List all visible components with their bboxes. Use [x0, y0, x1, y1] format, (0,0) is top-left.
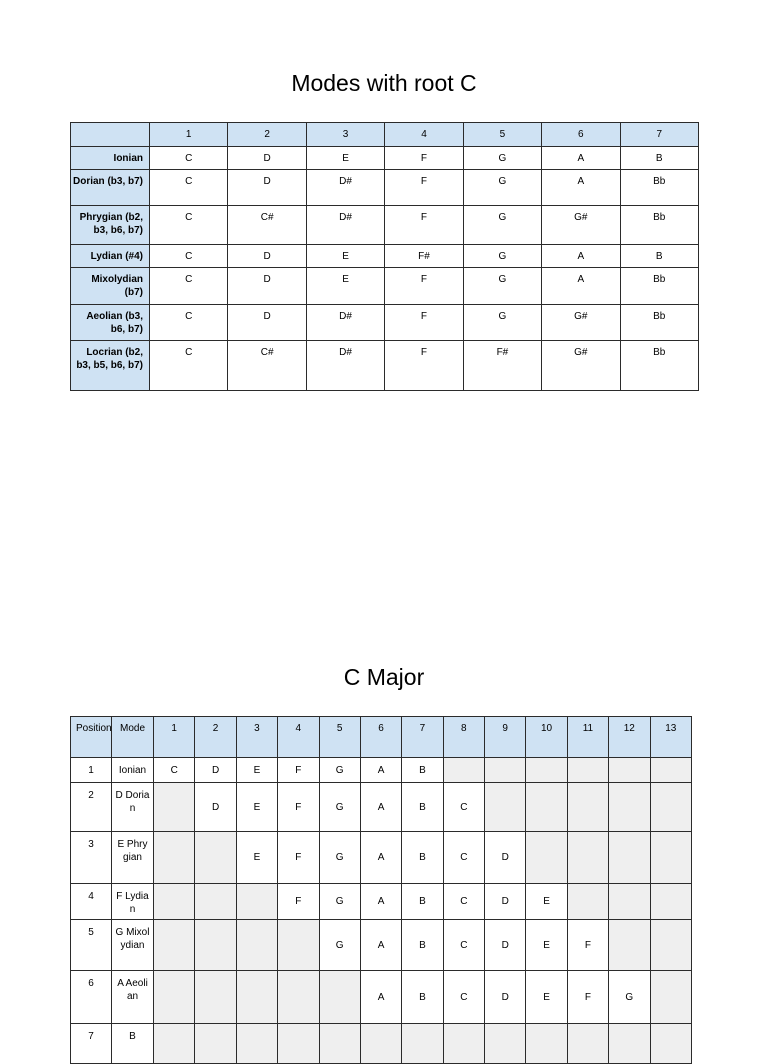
modes-header-row: [71, 123, 699, 147]
mode-name: Ionian: [112, 758, 154, 783]
mode-name: E Phrygian: [112, 832, 154, 884]
note-cell: C: [443, 832, 484, 884]
empty-cell: [319, 971, 360, 1024]
note-cell: B: [402, 832, 443, 884]
degree-header: 1: [150, 123, 228, 147]
column-header: 12: [609, 717, 650, 758]
note-cell: F: [385, 305, 463, 341]
empty-cell: [236, 884, 277, 920]
note-cell: G: [463, 245, 541, 268]
column-header: 1: [154, 717, 195, 758]
note-cell: F#: [463, 341, 541, 391]
position-number: 7: [71, 1024, 112, 1064]
note-cell: D: [228, 170, 306, 206]
column-header: 8: [443, 717, 484, 758]
note-cell: B: [402, 971, 443, 1024]
note-cell: Bb: [620, 268, 698, 305]
note-cell: C: [154, 758, 195, 783]
empty-cell: [195, 971, 236, 1024]
note-cell: E: [306, 147, 384, 170]
empty-cell: [650, 832, 692, 884]
note-cell: G: [319, 783, 360, 832]
note-cell: B: [402, 920, 443, 971]
empty-cell: [650, 971, 692, 1024]
note-cell: E: [306, 245, 384, 268]
note-cell: A: [542, 147, 620, 170]
empty-cell: [609, 783, 650, 832]
note-cell: E: [526, 920, 567, 971]
note-cell: G: [463, 305, 541, 341]
empty-cell: [443, 758, 484, 783]
note-cell: B: [402, 783, 443, 832]
modes-title: Modes with root C: [291, 70, 477, 96]
position-number: 4: [71, 884, 112, 920]
note-cell: C: [443, 920, 484, 971]
column-header: 11: [567, 717, 608, 758]
position-row: [71, 832, 692, 884]
note-cell: F#: [385, 245, 463, 268]
column-header: 6: [360, 717, 401, 758]
note-cell: E: [526, 884, 567, 920]
note-cell: C: [150, 245, 228, 268]
empty-cell: [278, 1024, 319, 1064]
column-header: 7: [402, 717, 443, 758]
column-header: 5: [319, 717, 360, 758]
c-major-table: [70, 716, 692, 1064]
empty-cell: [567, 1024, 608, 1064]
mode-name: A Aeolian: [112, 971, 154, 1024]
mode-name: Mixolydian (b7): [71, 268, 150, 305]
empty-cell: [526, 758, 567, 783]
empty-cell: [609, 1024, 650, 1064]
position-number: 1: [71, 758, 112, 783]
degree-header: 6: [542, 123, 620, 147]
empty-cell: [154, 1024, 195, 1064]
column-header: 9: [485, 717, 526, 758]
note-cell: Bb: [620, 305, 698, 341]
note-cell: G: [319, 832, 360, 884]
empty-cell: [650, 783, 692, 832]
empty-cell: [526, 1024, 567, 1064]
note-cell: A: [360, 920, 401, 971]
note-cell: C#: [228, 206, 306, 245]
mode-name: Aeolian (b3, b6, b7): [71, 305, 150, 341]
empty-cell: [567, 783, 608, 832]
empty-cell: [567, 832, 608, 884]
empty-cell: [609, 832, 650, 884]
note-cell: B: [620, 245, 698, 268]
empty-cell: [278, 971, 319, 1024]
note-cell: D: [485, 920, 526, 971]
column-header: 4: [278, 717, 319, 758]
note-cell: C: [443, 971, 484, 1024]
c-major-header-row: [71, 717, 692, 758]
empty-cell: [402, 1024, 443, 1064]
column-header: 13: [650, 717, 692, 758]
empty-cell: [236, 920, 277, 971]
note-cell: D#: [306, 305, 384, 341]
position-number: 2: [71, 783, 112, 832]
note-cell: G: [609, 971, 650, 1024]
degree-header: 3: [306, 123, 384, 147]
empty-cell: [195, 884, 236, 920]
note-cell: A: [542, 245, 620, 268]
note-cell: D: [228, 245, 306, 268]
note-cell: D: [228, 305, 306, 341]
empty-cell: [195, 1024, 236, 1064]
c-major-title: C Major: [343, 664, 425, 690]
note-cell: A: [542, 170, 620, 206]
mode-header: Mode: [112, 717, 154, 758]
note-cell: A: [360, 884, 401, 920]
position-number: 3: [71, 832, 112, 884]
empty-cell: [195, 832, 236, 884]
mode-name: Ionian: [71, 147, 150, 170]
mode-name: Locrian (b2, b3, b5, b6, b7): [71, 341, 150, 391]
note-cell: F: [385, 170, 463, 206]
note-cell: G: [463, 206, 541, 245]
empty-cell: [154, 783, 195, 832]
empty-cell: [236, 1024, 277, 1064]
note-cell: F: [385, 341, 463, 391]
note-cell: G: [319, 758, 360, 783]
degree-header: 4: [385, 123, 463, 147]
column-header: 3: [236, 717, 277, 758]
empty-cell: [526, 832, 567, 884]
note-cell: Bb: [620, 341, 698, 391]
note-cell: D#: [306, 341, 384, 391]
mode-name: F Lydian: [112, 884, 154, 920]
empty-cell: [650, 758, 692, 783]
empty-cell: [154, 920, 195, 971]
note-cell: C#: [228, 341, 306, 391]
mode-row: [71, 305, 699, 341]
note-cell: E: [306, 268, 384, 305]
note-cell: C: [150, 305, 228, 341]
note-cell: A: [542, 268, 620, 305]
empty-cell: [154, 832, 195, 884]
empty-cell: [485, 758, 526, 783]
degree-header: 7: [620, 123, 698, 147]
mode-name: Lydian (#4): [71, 245, 150, 268]
note-cell: G: [463, 170, 541, 206]
note-cell: G: [319, 920, 360, 971]
note-cell: D: [228, 147, 306, 170]
note-cell: F: [567, 971, 608, 1024]
mode-name: Dorian (b3, b7): [71, 170, 150, 206]
note-cell: G: [463, 147, 541, 170]
note-cell: F: [278, 783, 319, 832]
position-row: [71, 1024, 692, 1064]
modes-table: [70, 122, 699, 391]
note-cell: C: [443, 783, 484, 832]
position-row: [71, 884, 692, 920]
empty-cell: [278, 920, 319, 971]
note-cell: C: [150, 341, 228, 391]
note-cell: C: [443, 884, 484, 920]
note-cell: F: [567, 920, 608, 971]
position-row: [71, 971, 692, 1024]
column-header: 10: [526, 717, 567, 758]
mode-name: B: [112, 1024, 154, 1064]
mode-row: [71, 245, 699, 268]
position-row: [71, 920, 692, 971]
note-cell: E: [236, 758, 277, 783]
empty-cell: [236, 971, 277, 1024]
note-cell: D: [485, 971, 526, 1024]
degree-header: 5: [463, 123, 541, 147]
empty-cell: [650, 1024, 692, 1064]
note-cell: E: [236, 783, 277, 832]
empty-cell: [485, 1024, 526, 1064]
empty-cell: [609, 884, 650, 920]
note-cell: B: [402, 758, 443, 783]
degree-header: 2: [228, 123, 306, 147]
mode-row: [71, 206, 699, 245]
note-cell: G: [463, 268, 541, 305]
empty-cell: [650, 920, 692, 971]
mode-row: [71, 170, 699, 206]
empty-cell: [319, 1024, 360, 1064]
note-cell: G#: [542, 305, 620, 341]
note-cell: B: [402, 884, 443, 920]
note-cell: E: [236, 832, 277, 884]
position-row: [71, 758, 692, 783]
note-cell: G#: [542, 341, 620, 391]
empty-cell: [567, 758, 608, 783]
position-header: Position: [71, 717, 112, 758]
mode-name: G Mixolydian: [112, 920, 154, 971]
empty-cell: [360, 1024, 401, 1064]
note-cell: E: [526, 971, 567, 1024]
note-cell: G#: [542, 206, 620, 245]
note-cell: A: [360, 832, 401, 884]
note-cell: D: [195, 758, 236, 783]
note-cell: F: [278, 884, 319, 920]
note-cell: D: [195, 783, 236, 832]
note-cell: F: [385, 147, 463, 170]
empty-cell: [526, 783, 567, 832]
empty-cell: [195, 920, 236, 971]
note-cell: F: [278, 832, 319, 884]
mode-row: [71, 341, 699, 391]
note-cell: B: [620, 147, 698, 170]
note-cell: D#: [306, 206, 384, 245]
position-number: 6: [71, 971, 112, 1024]
position-number: 5: [71, 920, 112, 971]
mode-row: [71, 268, 699, 305]
note-cell: C: [150, 206, 228, 245]
note-cell: F: [278, 758, 319, 783]
note-cell: C: [150, 268, 228, 305]
note-cell: Bb: [620, 206, 698, 245]
note-cell: C: [150, 170, 228, 206]
empty-cell: [567, 884, 608, 920]
mode-name: Phrygian (b2, b3, b6, b7): [71, 206, 150, 245]
note-cell: F: [385, 268, 463, 305]
position-row: [71, 783, 692, 832]
empty-cell: [443, 1024, 484, 1064]
empty-cell: [154, 971, 195, 1024]
empty-cell: [154, 884, 195, 920]
note-cell: C: [150, 147, 228, 170]
column-header: 2: [195, 717, 236, 758]
note-cell: D: [485, 832, 526, 884]
note-cell: F: [385, 206, 463, 245]
note-cell: Bb: [620, 170, 698, 206]
note-cell: G: [319, 884, 360, 920]
corner-cell: [71, 123, 150, 147]
note-cell: A: [360, 758, 401, 783]
empty-cell: [609, 920, 650, 971]
note-cell: D: [228, 268, 306, 305]
note-cell: A: [360, 783, 401, 832]
mode-row: [71, 147, 699, 170]
empty-cell: [650, 884, 692, 920]
note-cell: D: [485, 884, 526, 920]
note-cell: A: [360, 971, 401, 1024]
empty-cell: [485, 783, 526, 832]
empty-cell: [609, 758, 650, 783]
note-cell: D#: [306, 170, 384, 206]
mode-name: D Dorian: [112, 783, 154, 832]
